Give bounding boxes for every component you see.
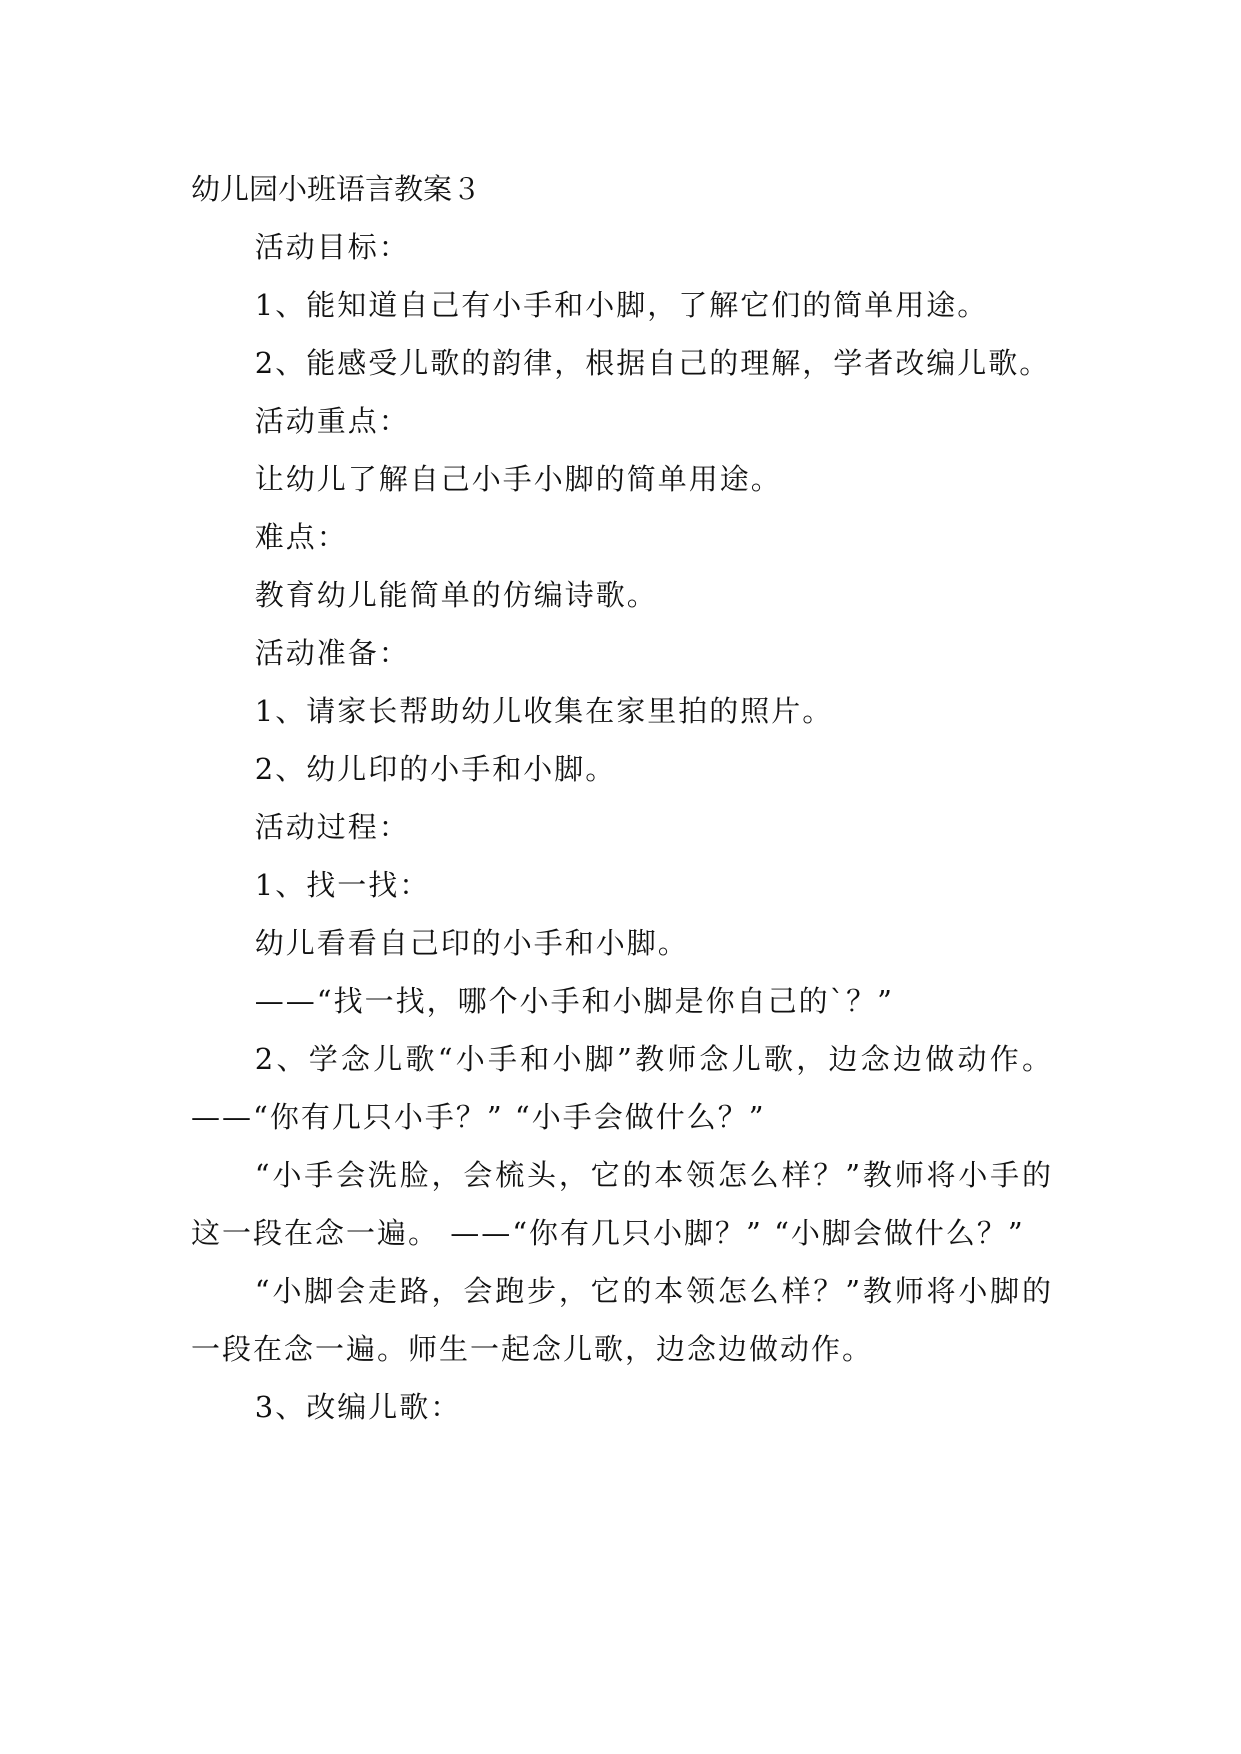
process-step-2: 2、学念儿歌“小手和小脚”教师念儿歌，边念边做动作。 ——“你有几只小手？” “小手会做什么？” bbox=[191, 1042, 1053, 1134]
difficulty-text: 教育幼儿能简单的仿编诗歌。 bbox=[254, 578, 658, 612]
preparation-item-2: 2、幼儿印的小手和小脚。 bbox=[254, 752, 617, 786]
heading-difficulty: 难点： bbox=[254, 520, 348, 554]
process-step-1-text: 幼儿看看自己印的小手和小脚。 bbox=[254, 926, 689, 960]
preparation-item-1: 1、请家长帮助幼儿收集在家里拍的照片。 bbox=[254, 694, 834, 728]
process-step-2-feet: “小脚会走路，会跑步，它的本领怎么样？”教师将小脚的一段在念一遍。师生一起念儿歌，边念边做动作。 bbox=[191, 1274, 1053, 1366]
heading-key-points: 活动重点： bbox=[254, 404, 410, 438]
goal-item-1: 1、能知道自己有小手和小脚，了解它们的简单用途。 bbox=[254, 288, 989, 322]
process-step-3: 3、改编儿歌： bbox=[254, 1390, 462, 1424]
process-step-1-question: ——“找一找，哪个小手和小脚是你自己的`？” bbox=[254, 984, 894, 1018]
document-title: 幼儿园小班语言教案３ bbox=[191, 172, 482, 206]
process-step-1: 1、找一找： bbox=[254, 868, 431, 902]
heading-process: 活动过程： bbox=[254, 810, 410, 844]
document-body bbox=[191, 160, 1053, 1436]
heading-activity-goals: 活动目标： bbox=[254, 230, 410, 264]
goal-item-2: 2、能感受儿歌的韵律，根据自己的理解，学者改编儿歌。 bbox=[254, 346, 1051, 380]
process-step-2-hands: “小手会洗脸，会梳头，它的本领怎么样？”教师将小手的这一段在念一遍。 ——“你有几只小脚？” “小脚会做什么？” bbox=[191, 1158, 1053, 1250]
heading-preparation: 活动准备： bbox=[254, 636, 410, 670]
key-point-text: 让幼儿了解自己小手小脚的简单用途。 bbox=[254, 462, 782, 496]
